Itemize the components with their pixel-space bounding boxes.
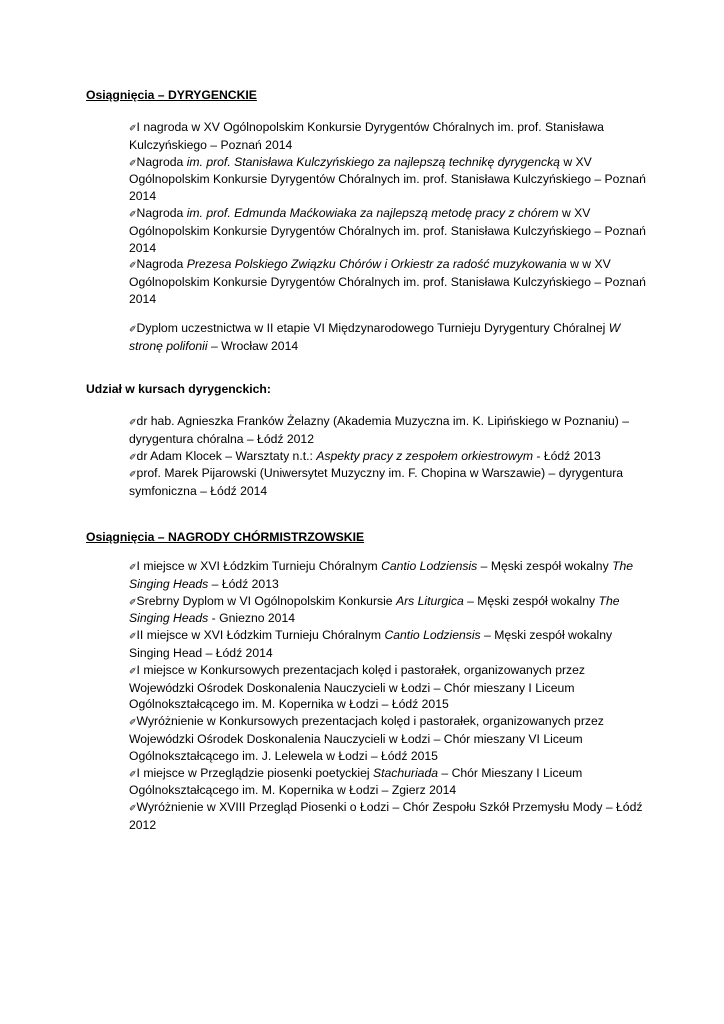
item-text: II miejsce w XVI Łódzkim Turnieju Chóralnym xyxy=(136,628,385,643)
item-text-italic: Stachuriada xyxy=(372,765,439,780)
item-text: w XV Ogólnopolskim Konkursie Dyrygentów Chóralnych im. prof. Stanisława Kulczyńskiego – Poznań 2014 xyxy=(129,205,646,255)
item-text-italic: Prezesa Polskiego Związku Chórów i Orkiestr za radość muzykowania xyxy=(186,257,567,272)
list-item xyxy=(129,413,649,448)
pencil-bullet-icon: ✐ xyxy=(129,631,136,642)
item-text: - Gniezno 2014 xyxy=(208,611,296,626)
item-text-italic: Ars Liturgica xyxy=(395,593,464,608)
list-item xyxy=(129,256,649,307)
list-item xyxy=(129,119,649,154)
pencil-bullet-icon: ✐ xyxy=(129,123,136,133)
item-text: – Męski zespół wokalny Singing Head – Łódź 2014 xyxy=(129,628,613,660)
item-text: – Męski zespół wokalny xyxy=(463,593,599,608)
list-item xyxy=(129,627,649,662)
list-item xyxy=(129,465,649,500)
item-text: prof. Marek Pijarowski (Uniwersytet Muzyczny im. F. Chopina w Warszawie) – dyrygentura symfoniczna – Łódź 2014 xyxy=(129,466,624,499)
item-text-italic: im. prof. Edmunda Maćkowiaka za najlepszą metodę pracy z chórem xyxy=(186,205,559,220)
item-text-italic: Aspekty pracy z zespołem orkiestrowym xyxy=(316,448,533,463)
item-text-italic: Cantio Lodziensis xyxy=(384,628,481,643)
item-text: Nagroda xyxy=(136,154,187,169)
pencil-bullet-icon: ✐ xyxy=(129,469,136,480)
pencil-bullet-icon: ✐ xyxy=(129,417,136,427)
item-text-italic: im. prof. Stanisława Kulczyńskiego za najlepszą technikę dyrygencką xyxy=(186,154,560,169)
list-item xyxy=(129,713,649,764)
item-text: - Łódź 2013 xyxy=(533,448,601,463)
pencil-bullet-icon: ✐ xyxy=(129,562,136,572)
item-text: w XV Ogólnopolskim Konkursie Dyrygentów Chóralnych im. prof. Stanisława Kulczyńskiego – Poznań 2014 xyxy=(129,154,646,204)
item-text: I miejsce w XVI Łódzkim Turnieju Chóralnym xyxy=(136,559,382,573)
item-text: – Łódź 2013 xyxy=(208,576,279,591)
item-text-italic: W stronę polifonii xyxy=(129,320,621,353)
item-text: – Wrocław 2014 xyxy=(207,338,299,353)
pencil-bullet-icon: ✐ xyxy=(129,768,136,779)
item-text: dr hab. Agnieszka Franków Żelazny (Akademia Muzyczna im. K. Lipińskiego w Poznaniu) – dyrygentura chóralna – Łódź 2012 xyxy=(129,414,630,446)
item-text: Wyróżnienie w XVIII Przegląd Piosenki o Łodzi – Chór Zespołu Szkół Przemysłu Mody – Łódź 2012 xyxy=(129,800,643,832)
pencil-bullet-icon: ✐ xyxy=(129,451,136,462)
item-text-italic: The Singing Heads xyxy=(129,559,634,591)
pencil-bullet-icon: ✐ xyxy=(129,717,136,728)
item-text: Srebrny Dyplom w VI Ogólnopolskim Konkursie xyxy=(136,593,396,608)
list-item xyxy=(129,320,649,355)
section-heading-conducting-achievements: Osiągnięcia – DYRYGENCKIE xyxy=(86,88,257,102)
pencil-bullet-icon: ✐ xyxy=(129,208,136,219)
item-text: I miejsce w Konkursowych prezentacjach kolęd i pastorałek, organizowanych przez Wojewódzki Ośrodek Doskonalenia Nauczycieli w Łodzi – Chór mieszany I Liceum Ogólnokształcącego im. M. Kopernika w Łodzi – Łódź 2015 xyxy=(129,662,585,712)
choirmaster-awards-list xyxy=(129,558,649,834)
list-item xyxy=(129,154,649,205)
item-text: w w XV Ogólnopolskim Konkursie Dyrygentów Chóralnych im. prof. Stanisława Kulczyńskiego – Poznań 2014 xyxy=(129,257,646,306)
pencil-bullet-icon: ✐ xyxy=(129,596,136,607)
item-text: Wyróżnienie w Konkursowych prezentacjach kolęd i pastorałek, organizowanych przez Wojewódzki Ośrodek Doskonalenia Nauczycieli w Łodzi – Chór mieszany VI Liceum Ogólnokształcącego im. J. Lelewela w Łodzi – Łódź 2015 xyxy=(129,714,604,763)
list-item xyxy=(129,662,649,713)
item-text: I nagroda w XV Ogólnopolskim Konkursie Dyrygentów Chóralnych im. prof. Stanisława Kulczyńskiego – Poznań 2014 xyxy=(129,120,604,152)
list-item xyxy=(129,205,649,256)
item-text: Nagroda xyxy=(136,205,187,220)
section-heading-conducting-courses: Udział w kursach dyrygenckich: xyxy=(86,382,271,396)
item-text-italic: Cantio Lodziensis xyxy=(381,559,478,573)
pencil-bullet-icon: ✐ xyxy=(129,323,136,334)
pencil-bullet-icon: ✐ xyxy=(129,157,136,168)
pencil-bullet-icon: ✐ xyxy=(129,260,136,271)
item-text: – Męski zespół wokalny xyxy=(477,559,613,573)
item-text: – Chór Mieszany I Liceum Ogólnokształcącego im. M. Kopernika w Łodzi – Zgierz 2014 xyxy=(129,765,583,798)
item-text: dr Adam Klocek – Warsztaty n.t.: xyxy=(136,448,317,463)
item-text: Dyplom uczestnictwa w II etapie VI Międzynarodowego Turnieju Dyrygentury Chóralnej xyxy=(136,320,609,335)
item-text: Nagroda xyxy=(136,257,187,272)
list-item xyxy=(129,765,649,800)
section-heading-choirmaster-awards: Osiągnięcia – NAGRODY CHÓRMISTRZOWSKIE xyxy=(86,530,365,544)
list-item xyxy=(129,799,649,834)
conducting-achievements-list xyxy=(129,119,649,354)
item-text: I miejsce w Przeglądzie piosenki poetyckiej xyxy=(136,765,373,780)
pencil-bullet-icon: ✐ xyxy=(129,665,136,676)
list-item xyxy=(129,448,649,466)
pencil-bullet-icon: ✐ xyxy=(129,803,136,814)
list-item xyxy=(129,593,649,628)
list-item xyxy=(129,558,649,593)
conducting-courses-list xyxy=(129,413,649,500)
item-text-italic: The Singing Heads xyxy=(129,593,620,626)
